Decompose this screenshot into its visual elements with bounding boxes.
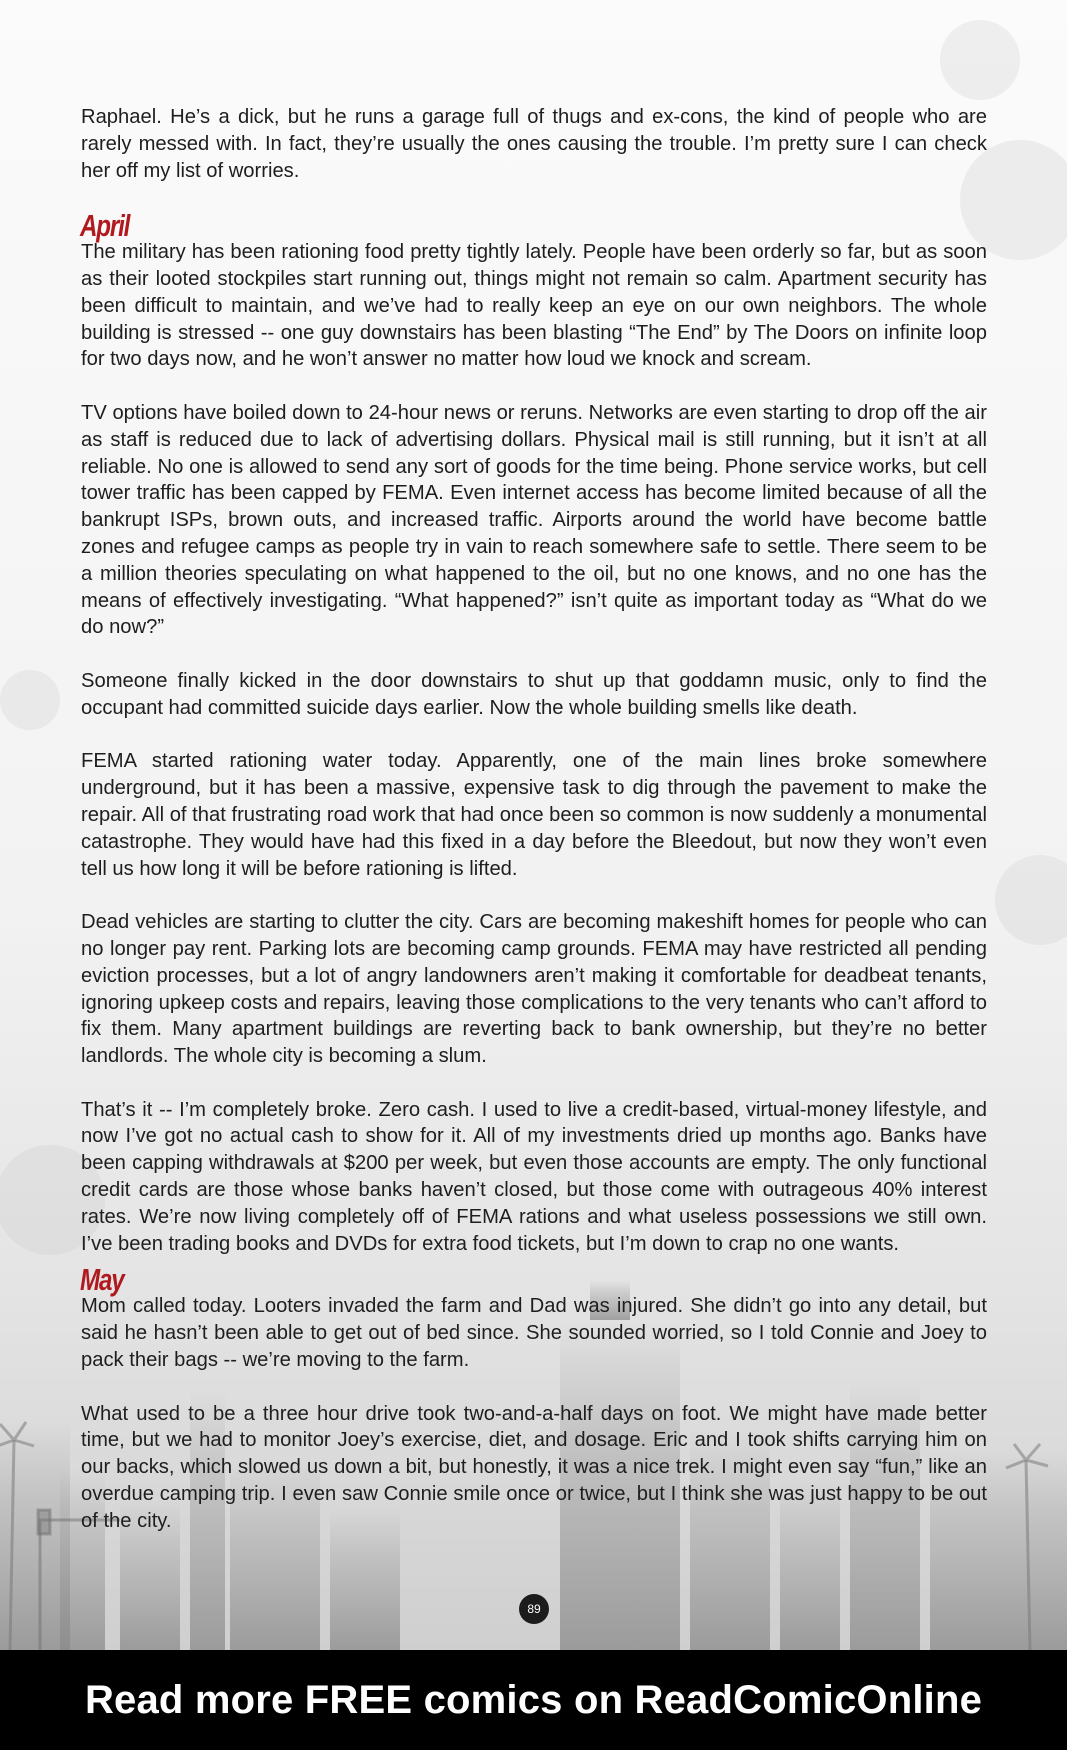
page-number-badge: 89 bbox=[519, 1594, 549, 1624]
diary-text bbox=[81, 104, 987, 1561]
intro-paragraph: Raphael. He’s a dick, but he runs a garage full of thugs and ex-cons, the kind of people who are rarely messed with. In fact, they’re usually the ones causing the trouble. I’m pretty sure I can check her off my list of worries. bbox=[81, 106, 987, 182]
april-paragraph-4: FEMA started rationing water today. Apparently, one of the main lines broke somewhere underground, but it has been a massive, expensive task to dig through the pavement to make the repair. All of that frustrating road work that had once been so common is now suddenly a monumental catastrophe. They would have had this fixed in a day before the Bleedout, but now they won’t even tell us how long it will be before rationing is lifted. bbox=[81, 750, 987, 880]
april-paragraph-1: The military has been rationing food pretty tightly lately. People have been orderly so far, but as soon as their looted stockpiles start running out, things might not remain so calm. Apartment security has been difficult to maintain, and we’ve had to really keep an eye on our own neighbors. The whole building is stressed -- one guy downstairs has been blasting “The End” by The Doors on infinite loop for two days now, and he won’t answer no matter how loud we knock and scream. bbox=[81, 241, 987, 371]
april-heading: April bbox=[80, 208, 130, 244]
april-paragraph-5: Dead vehicles are starting to clutter the city. Cars are becoming makeshift homes for people who can no longer pay rent. Parking lots are becoming camp grounds. FEMA may have restricted all pending eviction processes, but a lot of angry landowners aren’t making it comfortable for deadbeat tenants, ignoring upkeep costs and repairs, leaving those complications to the very tenants who can’t afford to fix them. Many apartment buildings are reverting back to bank ownership, but they’re no better landlords. The whole city is becoming a slum. bbox=[81, 911, 987, 1068]
may-paragraph-2: What used to be a three hour drive took two-and-a-half days on foot. We might have made better time, but we had to monitor Joey’s exercise, diet, and dosage. Eric and I took shifts carrying him on our backs, which slowed us down a bit, but honestly, it was a nice trek. I might even say “fun,” like an overdue camping trip. I even saw Connie smile once or twice, but I think she was just happy to be out of the city. bbox=[81, 1402, 987, 1532]
april-paragraph-3: Someone finally kicked in the door downstairs to shut up that goddamn music, only to find the occupant had committed suicide days earlier. Now the whole building smells like death. bbox=[81, 669, 987, 719]
april-paragraph-2: TV options have boiled down to 24-hour news or reruns. Networks are even starting to drop off the air as staff is reduced due to lack of advertising dollars. Physical mail is still running, but it isn’t at all reliable. No one is allowed to send any sort of goods for the time being. Phone service works, but cell tower traffic has been capped by FEMA. Even internet access has become limited because of all the bankrupt ISPs, brown outs, and increased traffic. Airports around the world have become battle zones and refugee camps as people try in vain to reach somewhere safe to settle. There seem to be a million theories speculating on what happened to the oil, but no one knows, and no one has the means of effectively investigating. “What happened?” isn’t quite as important today as “What do we do now?” bbox=[81, 401, 987, 639]
promo-banner[interactable] bbox=[0, 1650, 1067, 1750]
may-heading: May bbox=[80, 1262, 124, 1298]
promo-banner-text[interactable]: Read more FREE comics on ReadComicOnline bbox=[84, 1677, 983, 1722]
april-paragraph-6: That’s it -- I’m completely broke. Zero cash. I used to live a credit-based, virtual-money lifestyle, and now I’ve got no actual cash to show for it. All of my investments dried up months ago. Banks have been capping withdrawals at $200 per week, but even those accounts are empty. The only functional credit cards are those whose banks haven’t closed, but those come with outrageous 40% interest rates. We’re now living completely off of FEMA rations and what useless possessions we still own. I’ve been trading books and DVDs for extra food tickets, but I’m down to crap no one wants. bbox=[81, 1098, 987, 1255]
may-paragraph-1: Mom called today. Looters invaded the farm and Dad was injured. She didn’t go into any detail, but said he hasn’t been able to get out of bed since. She sounded worried, so I told Connie and Joey to pack their bags -- we’re moving to the farm. bbox=[81, 1295, 987, 1372]
